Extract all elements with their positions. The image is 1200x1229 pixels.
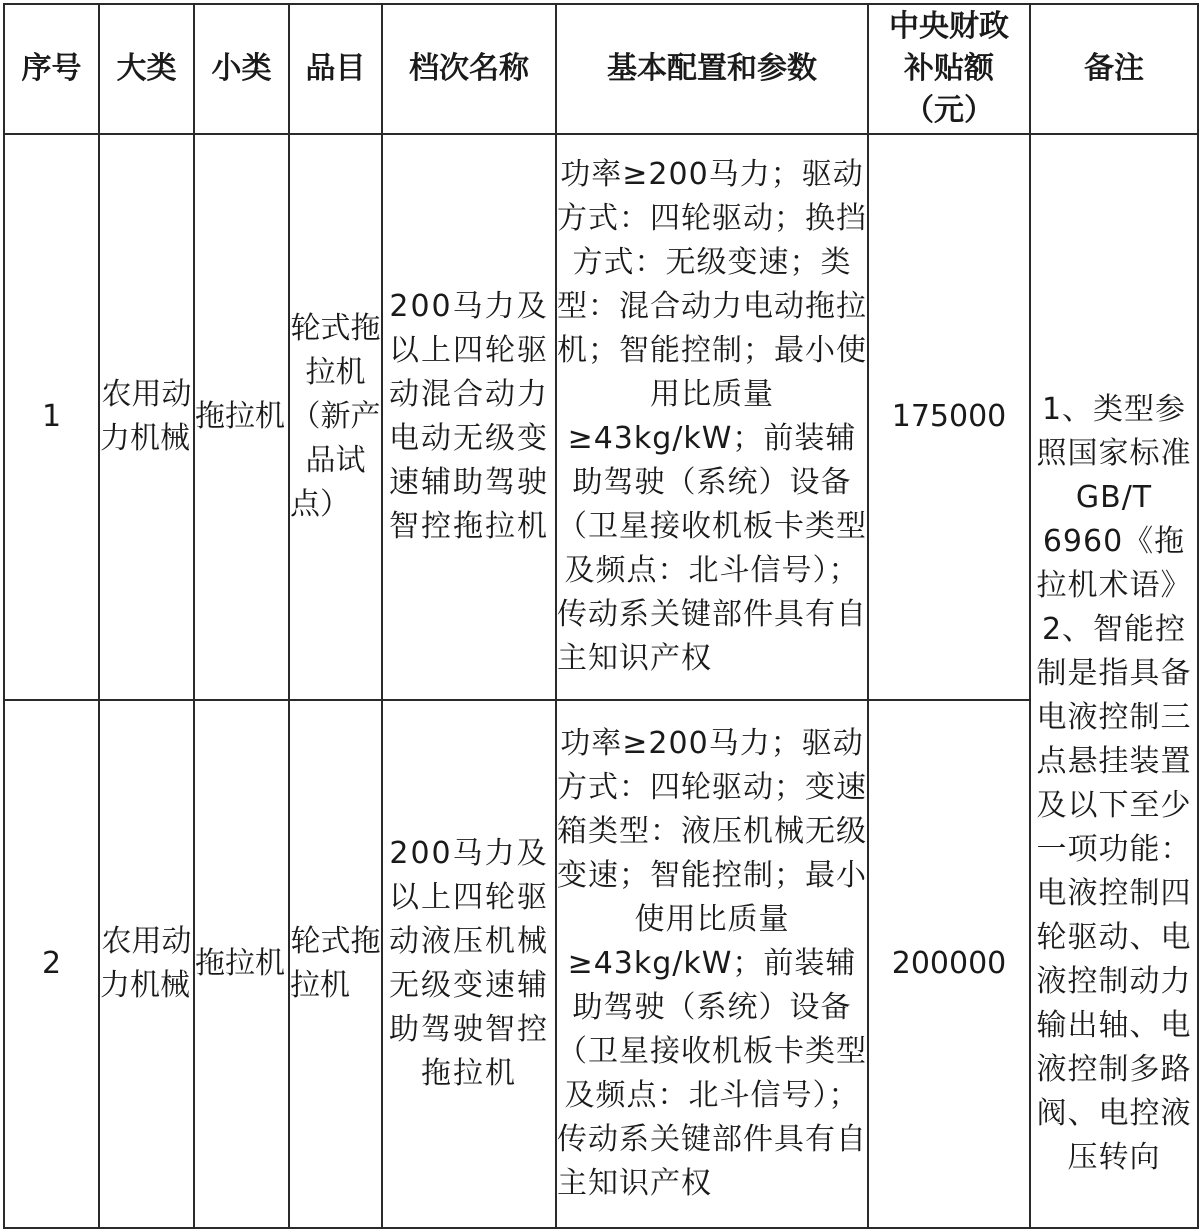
header-item: 品目 <box>289 4 382 134</box>
row-config: 功率≥200马力；驱动方式：四轮驱动；换挡方式：无级变速；类型：混合动力电动拖拉机；智能控制；最小使用比质量≥43kg/kW；前装辅助驾驶（系统）设备（卫星接收机板卡类型及频点：北斗信号）；传动系关键部件具有自主知识产权 <box>556 134 868 700</box>
row-subsidy: 200000 <box>868 700 1030 1228</box>
row-minor-category: 拖拉机 <box>194 134 289 700</box>
row-grade-name: 200马力及以上四轮驱动液压机械无级变速辅助驾驶智控拖拉机 <box>382 700 556 1228</box>
table-row <box>4 700 1198 1228</box>
row-config: 功率≥200马力；驱动方式：四轮驱动；变速箱类型：液压机械无级变速；智能控制；最小使用比质量≥43kg/kW；前装辅助驾驶（系统）设备（卫星接收机板卡类型及频点：北斗信号）；传动系关键部件具有自主知识产权 <box>556 700 868 1228</box>
header-minor-category: 小类 <box>194 4 289 134</box>
header-seq: 序号 <box>4 4 99 134</box>
header-major-category: 大类 <box>99 4 194 134</box>
row-minor-category: 拖拉机 <box>194 700 289 1228</box>
row-item: 轮式拖拉机（新产品试点） <box>289 134 382 700</box>
subsidy-table <box>3 3 1199 1229</box>
row-seq: 1 <box>4 134 99 700</box>
row-subsidy: 175000 <box>868 134 1030 700</box>
row-major-category: 农用动力机械 <box>99 700 194 1228</box>
header-config: 基本配置和参数 <box>556 4 868 134</box>
header-subsidy: 中央财政补贴额（元） <box>868 4 1030 134</box>
header-row <box>4 4 1198 134</box>
header-grade-name: 档次名称 <box>382 4 556 134</box>
remarks-text: 1、类型参照国家标准GB/T 6960《拖拉机术语》 2、智能控制是指具备电液控制三点悬挂装置及以下至少一项功能：电液控制四轮驱动、电液控制动力输出轴、电液控制多路阀、电控液压转向 <box>1036 391 1192 1175</box>
header-remarks: 备注 <box>1030 4 1198 134</box>
row-item: 轮式拖拉机 <box>289 700 382 1228</box>
remarks-cell <box>1030 134 1198 1228</box>
table-row <box>4 134 1198 700</box>
row-major-category: 农用动力机械 <box>99 134 194 700</box>
row-seq: 2 <box>4 700 99 1228</box>
row-grade-name: 200马力及以上四轮驱动混合动力电动无级变速辅助驾驶智控拖拉机 <box>382 134 556 700</box>
